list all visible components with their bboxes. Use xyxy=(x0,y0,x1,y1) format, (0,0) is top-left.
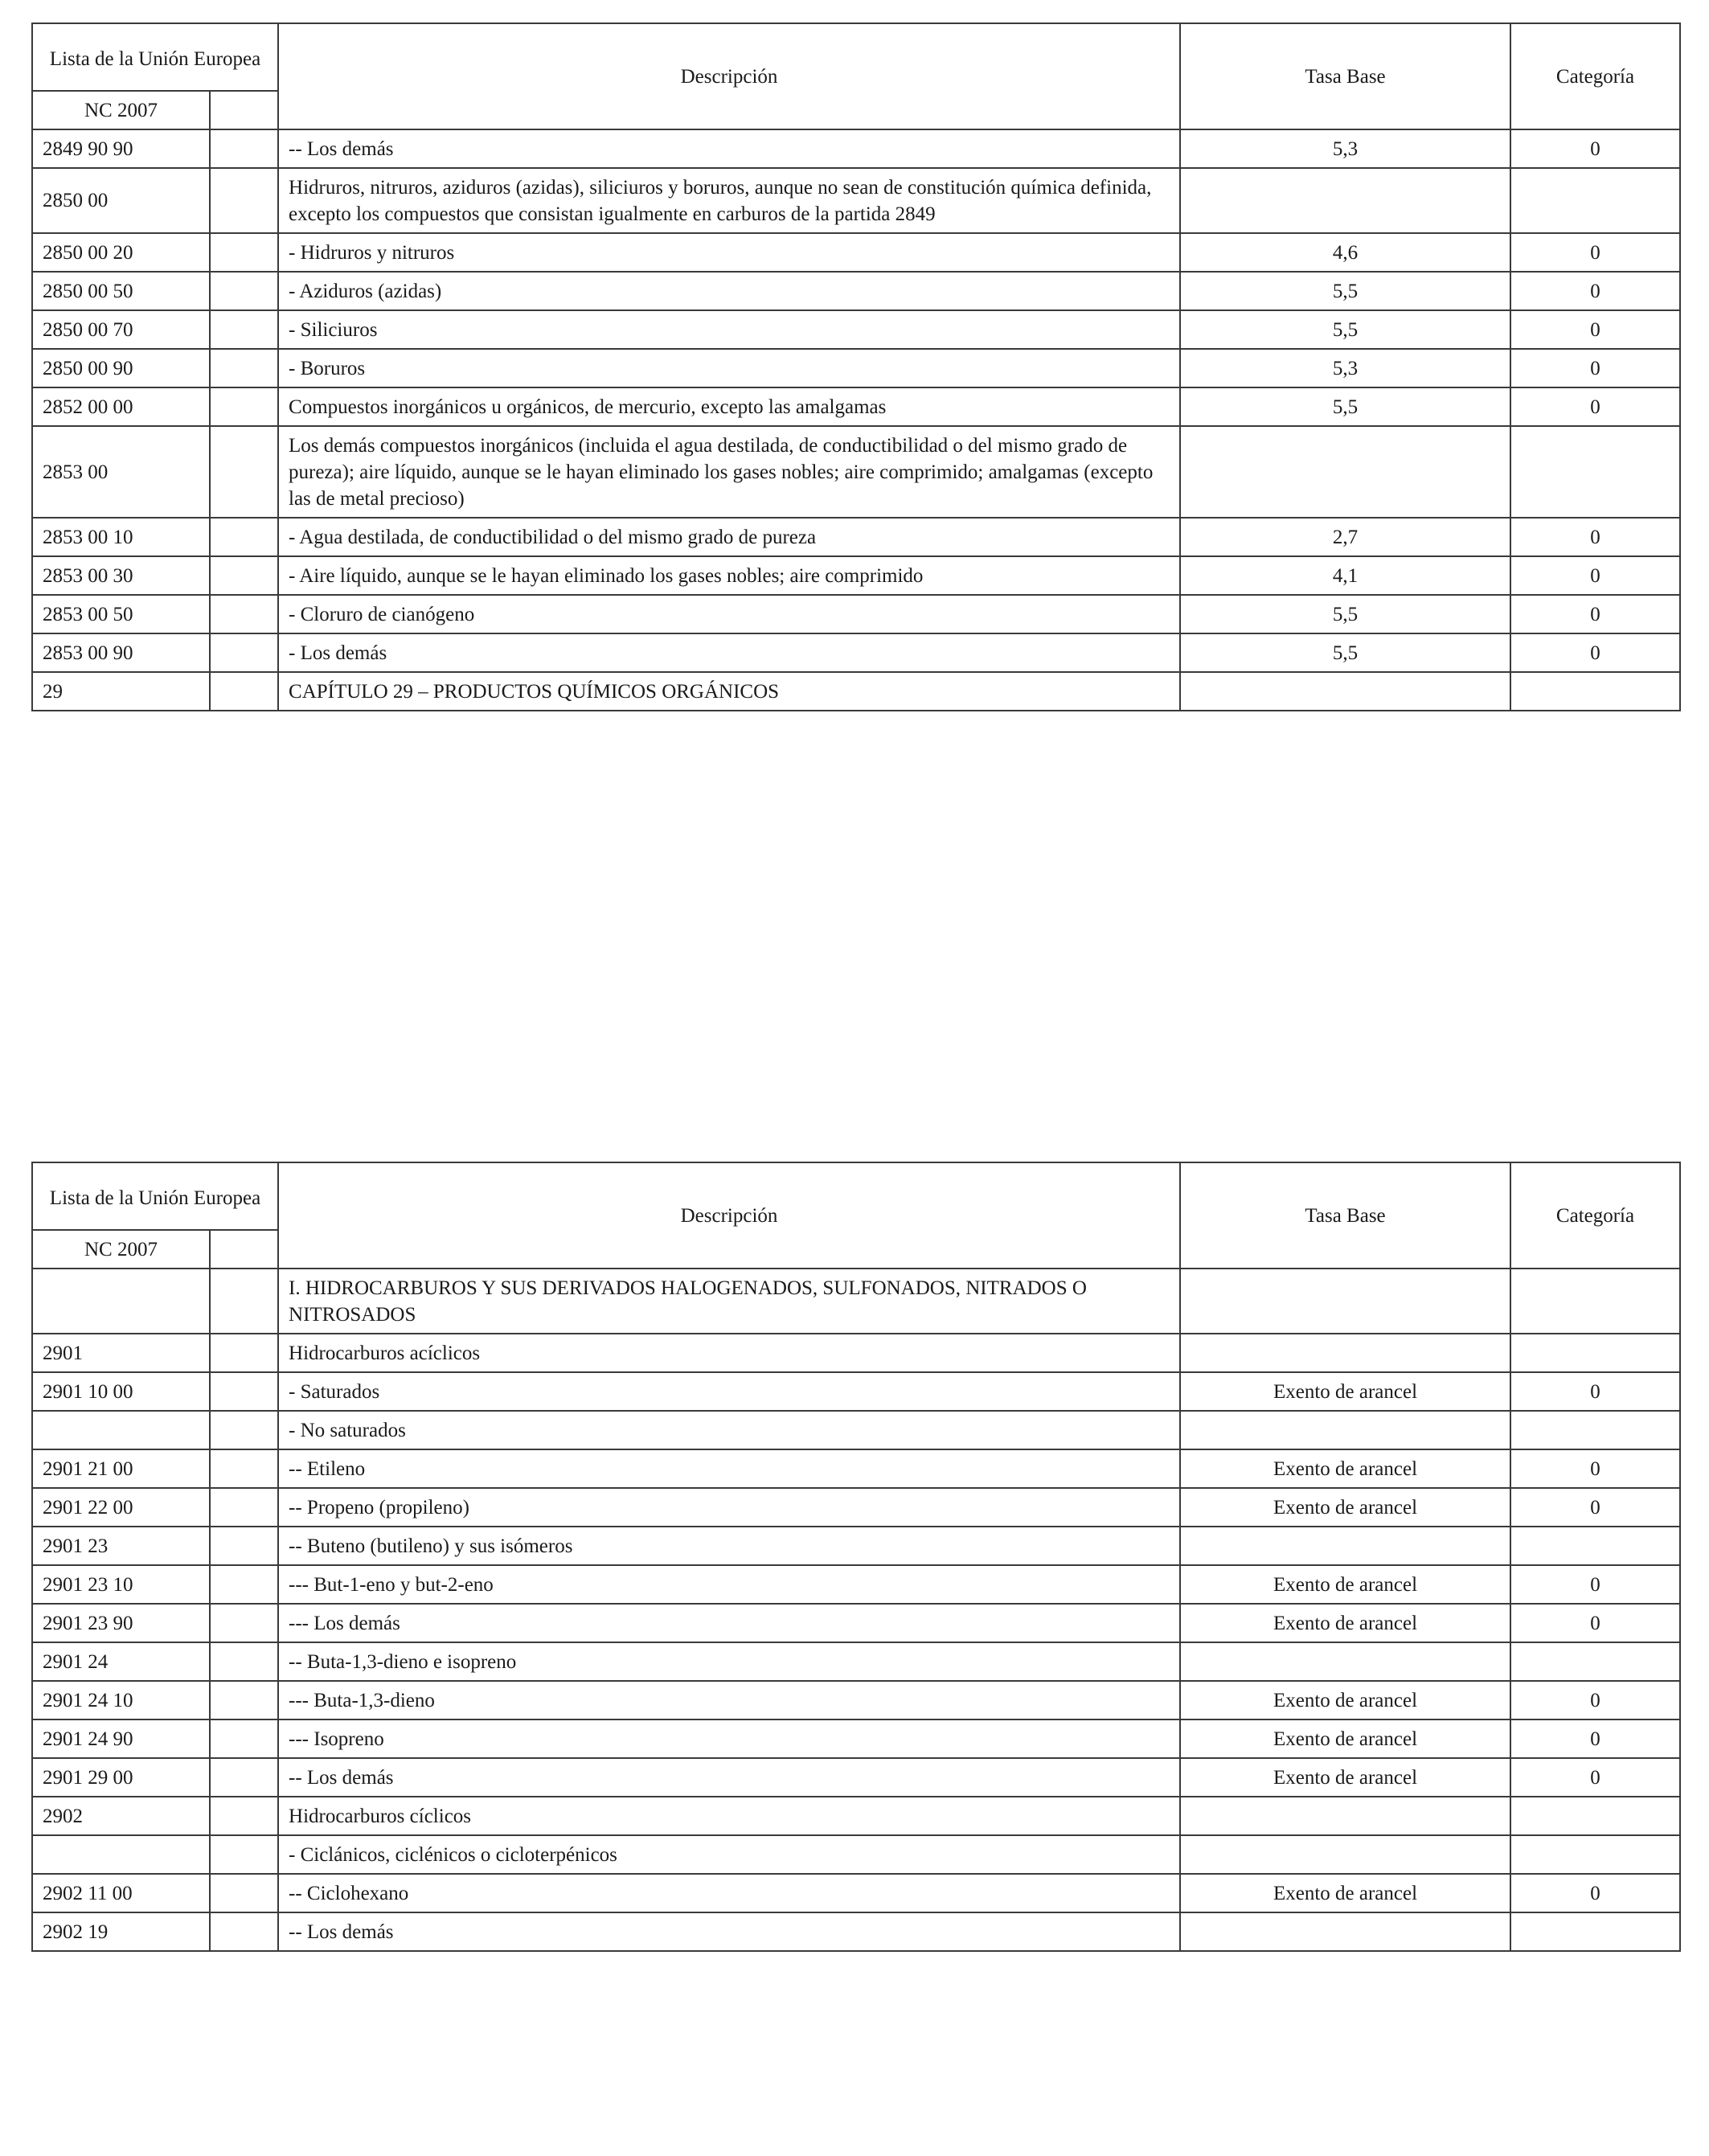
description-cell: - Los demás xyxy=(278,633,1180,672)
description-cell: Los demás compuestos inorgánicos (incluida el agua destilada, de conductibilidad o del mismo grado de pureza); aire líquido, aunque se le hayan eliminado los gases nobles; aire comprimido; amalgamas (excepto las de metal precioso) xyxy=(278,426,1180,518)
base-rate-cell: Exento de arancel xyxy=(1180,1604,1510,1642)
category-cell xyxy=(1510,672,1680,711)
description-cell: -- Ciclohexano xyxy=(278,1874,1180,1912)
category-cell: 0 xyxy=(1510,310,1680,349)
blank-cell xyxy=(210,1372,278,1411)
base-rate-cell: 5,5 xyxy=(1180,387,1510,426)
blank-cell xyxy=(210,272,278,310)
description-cell: - No saturados xyxy=(278,1411,1180,1449)
description-cell: Compuestos inorgánicos u orgánicos, de mercurio, excepto las amalgamas xyxy=(278,387,1180,426)
blank-cell xyxy=(210,518,278,556)
description-cell: -- Los demás xyxy=(278,1758,1180,1797)
description-cell: - Saturados xyxy=(278,1372,1180,1411)
base-rate-cell: Exento de arancel xyxy=(1180,1372,1510,1411)
category-cell: 0 xyxy=(1510,233,1680,272)
header-base-rate: Tasa Base xyxy=(1180,23,1510,129)
description-cell: -- Propeno (propileno) xyxy=(278,1488,1180,1527)
nc-code-cell: 2853 00 90 xyxy=(32,633,210,672)
base-rate-cell: 5,5 xyxy=(1180,633,1510,672)
header-list-cell: Lista de la Unión Europea xyxy=(32,23,278,91)
nc-code-cell: 2901 10 00 xyxy=(32,1372,210,1411)
description-cell: - Cloruro de cianógeno xyxy=(278,595,1180,633)
nc-code-cell: 2902 19 xyxy=(32,1912,210,1951)
category-cell xyxy=(1510,1334,1680,1372)
blank-cell xyxy=(210,426,278,518)
category-cell: 0 xyxy=(1510,1565,1680,1604)
nc-code-cell: 2901 xyxy=(32,1334,210,1372)
base-rate-cell: Exento de arancel xyxy=(1180,1488,1510,1527)
table-row xyxy=(32,1269,1680,1334)
category-cell: 0 xyxy=(1510,556,1680,595)
description-cell: --- Los demás xyxy=(278,1604,1180,1642)
base-rate-cell: Exento de arancel xyxy=(1180,1565,1510,1604)
table-row xyxy=(32,595,1680,633)
nc-code-cell: 29 xyxy=(32,672,210,711)
nc-code-cell: 2902 11 00 xyxy=(32,1874,210,1912)
category-cell: 0 xyxy=(1510,1488,1680,1527)
blank-cell xyxy=(210,1874,278,1912)
table-row xyxy=(32,426,1680,518)
table-row xyxy=(32,1488,1680,1527)
nc-code-cell xyxy=(32,1269,210,1334)
header-nc-cell: NC 2007 xyxy=(32,1230,210,1269)
category-cell: 0 xyxy=(1510,1719,1680,1758)
table-row xyxy=(32,1835,1680,1874)
category-cell xyxy=(1510,1527,1680,1565)
base-rate-cell: 2,7 xyxy=(1180,518,1510,556)
nc-code-cell: 2901 21 00 xyxy=(32,1449,210,1488)
description-cell: Hidrocarburos cíclicos xyxy=(278,1797,1180,1835)
description-cell: - Aziduros (azidas) xyxy=(278,272,1180,310)
table-row xyxy=(32,1758,1680,1797)
blank-cell xyxy=(210,129,278,168)
description-cell: --- Buta-1,3-dieno xyxy=(278,1681,1180,1719)
base-rate-cell: 5,3 xyxy=(1180,129,1510,168)
tariff-table-2 xyxy=(31,1162,1681,1952)
table-row xyxy=(32,633,1680,672)
description-cell: - Siliciuros xyxy=(278,310,1180,349)
base-rate-cell: Exento de arancel xyxy=(1180,1719,1510,1758)
tariff-table-1 xyxy=(31,23,1681,711)
table-row xyxy=(32,1372,1680,1411)
base-rate-cell: Exento de arancel xyxy=(1180,1874,1510,1912)
description-cell: --- But-1-eno y but-2-eno xyxy=(278,1565,1180,1604)
nc-code-cell: 2853 00 10 xyxy=(32,518,210,556)
table-row xyxy=(32,518,1680,556)
category-cell: 0 xyxy=(1510,518,1680,556)
category-cell: 0 xyxy=(1510,1449,1680,1488)
blank-cell xyxy=(210,1527,278,1565)
blank-cell xyxy=(210,556,278,595)
category-cell xyxy=(1510,1269,1680,1334)
nc-code-cell: 2902 xyxy=(32,1797,210,1835)
nc-code-cell: 2901 24 90 xyxy=(32,1719,210,1758)
header-row xyxy=(32,23,1680,91)
description-cell: - Agua destilada, de conductibilidad o del mismo grado de pureza xyxy=(278,518,1180,556)
table-row xyxy=(32,1797,1680,1835)
blank-cell xyxy=(210,1835,278,1874)
description-cell: Hidrocarburos acíclicos xyxy=(278,1334,1180,1372)
category-cell xyxy=(1510,1912,1680,1951)
base-rate-cell xyxy=(1180,1269,1510,1334)
category-cell: 0 xyxy=(1510,1681,1680,1719)
header-blank-cell xyxy=(210,1230,278,1269)
nc-code-cell: 2901 23 10 xyxy=(32,1565,210,1604)
nc-code-cell: 2850 00 70 xyxy=(32,310,210,349)
table-row xyxy=(32,233,1680,272)
table-row xyxy=(32,672,1680,711)
description-cell: -- Buta-1,3-dieno e isopreno xyxy=(278,1642,1180,1681)
blank-cell xyxy=(210,1565,278,1604)
blank-cell xyxy=(210,1488,278,1527)
base-rate-cell: 4,1 xyxy=(1180,556,1510,595)
table-row xyxy=(32,1719,1680,1758)
blank-cell xyxy=(210,595,278,633)
description-cell: Hidruros, nitruros, aziduros (azidas), siliciuros y boruros, aunque no sean de constitución química definida, excepto los compuestos que consistan igualmente en carburos de la partida 2849 xyxy=(278,168,1180,233)
base-rate-cell xyxy=(1180,1912,1510,1951)
header-list-cell: Lista de la Unión Europea xyxy=(32,1162,278,1230)
nc-code-cell: 2901 24 xyxy=(32,1642,210,1681)
blank-cell xyxy=(210,349,278,387)
base-rate-cell xyxy=(1180,1527,1510,1565)
description-cell: CAPÍTULO 29 – PRODUCTOS QUÍMICOS ORGÁNICOS xyxy=(278,672,1180,711)
description-cell: -- Etileno xyxy=(278,1449,1180,1488)
tariff-table-body xyxy=(32,23,1680,711)
category-cell: 0 xyxy=(1510,1874,1680,1912)
category-cell: 0 xyxy=(1510,633,1680,672)
nc-code-cell: 2901 24 10 xyxy=(32,1681,210,1719)
table-row xyxy=(32,168,1680,233)
base-rate-cell xyxy=(1180,168,1510,233)
category-cell: 0 xyxy=(1510,1758,1680,1797)
table-row xyxy=(32,1912,1680,1951)
description-cell: - Aire líquido, aunque se le hayan eliminado los gases nobles; aire comprimido xyxy=(278,556,1180,595)
blank-cell xyxy=(210,310,278,349)
base-rate-cell: Exento de arancel xyxy=(1180,1758,1510,1797)
header-description: Descripción xyxy=(278,1162,1180,1269)
table-row xyxy=(32,310,1680,349)
blank-cell xyxy=(210,233,278,272)
category-cell xyxy=(1510,1835,1680,1874)
blank-cell xyxy=(210,1642,278,1681)
category-cell: 0 xyxy=(1510,129,1680,168)
category-cell: 0 xyxy=(1510,349,1680,387)
base-rate-cell xyxy=(1180,672,1510,711)
base-rate-cell xyxy=(1180,1642,1510,1681)
table-row xyxy=(32,387,1680,426)
base-rate-cell: 4,6 xyxy=(1180,233,1510,272)
category-cell xyxy=(1510,1797,1680,1835)
table-row xyxy=(32,349,1680,387)
category-cell: 0 xyxy=(1510,595,1680,633)
blank-cell xyxy=(210,1719,278,1758)
base-rate-cell xyxy=(1180,1797,1510,1835)
description-cell: -- Buteno (butileno) y sus isómeros xyxy=(278,1527,1180,1565)
table-row xyxy=(32,1449,1680,1488)
nc-code-cell: 2850 00 50 xyxy=(32,272,210,310)
blank-cell xyxy=(210,1269,278,1334)
blank-cell xyxy=(210,1604,278,1642)
blank-cell xyxy=(210,387,278,426)
blank-cell xyxy=(210,1681,278,1719)
description-cell: - Boruros xyxy=(278,349,1180,387)
description-cell: - Ciclánicos, ciclénicos o cicloterpénicos xyxy=(278,1835,1180,1874)
category-cell xyxy=(1510,1411,1680,1449)
header-nc-cell: NC 2007 xyxy=(32,91,210,129)
header-row xyxy=(32,1162,1680,1230)
description-cell: --- Isopreno xyxy=(278,1719,1180,1758)
nc-code-cell: 2901 23 90 xyxy=(32,1604,210,1642)
base-rate-cell xyxy=(1180,426,1510,518)
blank-cell xyxy=(210,1449,278,1488)
nc-code-cell: 2850 00 20 xyxy=(32,233,210,272)
description-cell: - Hidruros y nitruros xyxy=(278,233,1180,272)
blank-cell xyxy=(210,1797,278,1835)
blank-cell xyxy=(210,633,278,672)
table-row xyxy=(32,1642,1680,1681)
table-row xyxy=(32,1565,1680,1604)
table-row xyxy=(32,1874,1680,1912)
category-cell: 0 xyxy=(1510,1604,1680,1642)
blank-cell xyxy=(210,1411,278,1449)
category-cell: 0 xyxy=(1510,387,1680,426)
blank-cell xyxy=(210,1334,278,1372)
table-row xyxy=(32,272,1680,310)
base-rate-cell: Exento de arancel xyxy=(1180,1681,1510,1719)
blank-cell xyxy=(210,1758,278,1797)
base-rate-cell: Exento de arancel xyxy=(1180,1449,1510,1488)
nc-code-cell: 2850 00 xyxy=(32,168,210,233)
base-rate-cell: 5,5 xyxy=(1180,595,1510,633)
blank-cell xyxy=(210,1912,278,1951)
table-row xyxy=(32,1681,1680,1719)
blank-cell xyxy=(210,168,278,233)
description-cell: -- Los demás xyxy=(278,129,1180,168)
table-row xyxy=(32,1527,1680,1565)
nc-code-cell: 2852 00 00 xyxy=(32,387,210,426)
table-row xyxy=(32,1604,1680,1642)
nc-code-cell xyxy=(32,1835,210,1874)
category-cell: 0 xyxy=(1510,1372,1680,1411)
nc-code-cell: 2901 22 00 xyxy=(32,1488,210,1527)
blank-cell xyxy=(210,672,278,711)
nc-code-cell: 2850 00 90 xyxy=(32,349,210,387)
header-blank-cell xyxy=(210,91,278,129)
nc-code-cell: 2853 00 50 xyxy=(32,595,210,633)
table-row xyxy=(32,1334,1680,1372)
base-rate-cell: 5,5 xyxy=(1180,272,1510,310)
category-cell xyxy=(1510,168,1680,233)
base-rate-cell xyxy=(1180,1411,1510,1449)
category-cell xyxy=(1510,426,1680,518)
table-row xyxy=(32,556,1680,595)
nc-code-cell: 2901 23 xyxy=(32,1527,210,1565)
header-base-rate: Tasa Base xyxy=(1180,1162,1510,1269)
description-cell: -- Los demás xyxy=(278,1912,1180,1951)
base-rate-cell: 5,5 xyxy=(1180,310,1510,349)
tariff-table-body xyxy=(32,1162,1680,1951)
base-rate-cell xyxy=(1180,1835,1510,1874)
nc-code-cell: 2853 00 xyxy=(32,426,210,518)
header-description: Descripción xyxy=(278,23,1180,129)
base-rate-cell xyxy=(1180,1334,1510,1372)
nc-code-cell: 2901 29 00 xyxy=(32,1758,210,1797)
header-category: Categoría xyxy=(1510,1162,1680,1269)
table-row xyxy=(32,129,1680,168)
nc-code-cell xyxy=(32,1411,210,1449)
category-cell: 0 xyxy=(1510,272,1680,310)
nc-code-cell: 2853 00 30 xyxy=(32,556,210,595)
category-cell xyxy=(1510,1642,1680,1681)
table-row xyxy=(32,1411,1680,1449)
description-cell: I. HIDROCARBUROS Y SUS DERIVADOS HALOGENADOS, SULFONADOS, NITRADOS O NITROSADOS xyxy=(278,1269,1180,1334)
base-rate-cell: 5,3 xyxy=(1180,349,1510,387)
header-category: Categoría xyxy=(1510,23,1680,129)
nc-code-cell: 2849 90 90 xyxy=(32,129,210,168)
